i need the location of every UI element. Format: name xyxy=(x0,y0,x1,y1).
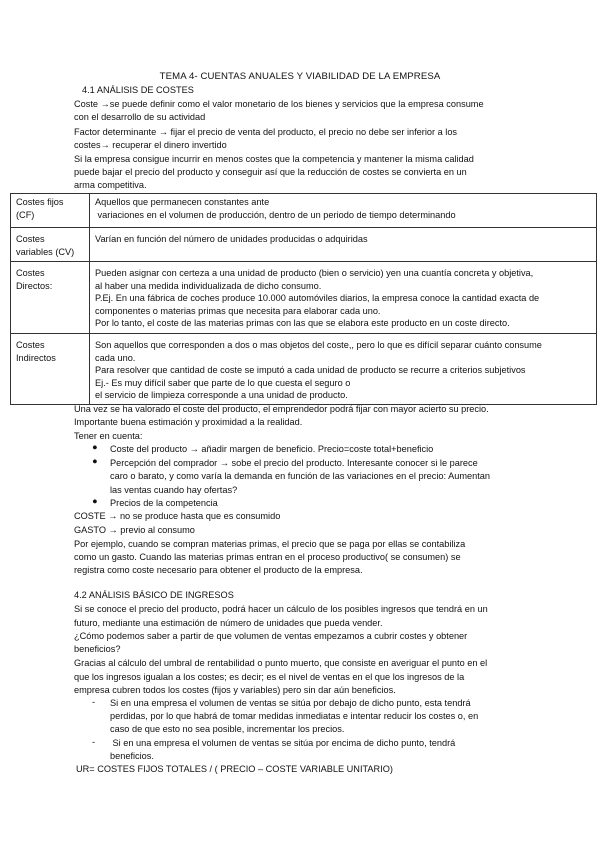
desc-line: cada uno. xyxy=(95,352,136,363)
paragraph-line: Gracias al cálculo del umbral de rentabilidad o punto muerto, que consiste en averiguar el punto en el xyxy=(74,658,488,668)
bullet-text: Precios de la competencia xyxy=(110,498,218,508)
desc-line: Varían en función del número de unidades producidas o adquiridas xyxy=(95,234,368,244)
dash-icon: - xyxy=(92,737,96,747)
dash-item-text: perdidas, por lo que habrá de tomar medidas inmediatas e intentar reducir los costes o, en xyxy=(110,711,479,721)
desc-line: Son aquellos que corresponden a dos o mas objetos del coste,, pero lo que es difícil separar cuánto consume xyxy=(95,340,542,350)
table-row xyxy=(11,334,597,405)
desc-line: Para resolver que cantidad de coste se imputó a cada unidad de producto se recurre a criterios subjetivos xyxy=(95,365,526,376)
bullet-text: Coste del producto → añadir margen de beneficio. Precio=coste total+beneficio xyxy=(110,444,434,454)
desc-line: componentes o materias primas que necesita para elaborar cada uno. xyxy=(95,305,381,316)
paragraph-line: puede bajar el precio del producto y conseguir así que la reducción de costes se convierta en un xyxy=(74,167,467,177)
term-line: Indirectos xyxy=(16,352,56,363)
paragraph-line: Si se conoce el precio del producto, podrá hacer un cálculo de los posibles ingresos que tendrá en un xyxy=(74,604,488,614)
desc-line: el servicio de limpieza corresponde a una unidad de producto. xyxy=(95,390,348,401)
table-desc-cell xyxy=(90,334,597,405)
cost-types-table xyxy=(10,193,597,405)
section-4-1-heading: 4.1 ANÁLISIS DE COSTES xyxy=(82,85,194,95)
bullet-icon: ● xyxy=(92,496,98,506)
document-title: TEMA 4- CUENTAS ANUALES Y VIABILIDAD DE LA EMPRESA xyxy=(159,71,441,82)
paragraph-line: que los ingresos igualan a los costes; es decir; es el nivel de ventas en el que los ingresos de la xyxy=(74,672,465,682)
paragraph-line: GASTO → previo al consumo xyxy=(74,525,195,535)
paragraph-line: registra como coste necesario para obtener el producto de la empresa. xyxy=(74,565,363,575)
dash-item-text: caso de que esto no sea posible, incrementar los precios. xyxy=(110,724,345,734)
dash-item-text: Si en una empresa el volumen de ventas se sitúa por debajo de dicho punto, esta tendrá xyxy=(110,698,471,708)
table-term-cell xyxy=(11,262,90,334)
paragraph-line: ¿Cómo podemos saber a partir de que volumen de ventas empezamos a cubrir costes y obtener xyxy=(74,631,468,641)
term-line: (CF) xyxy=(16,209,35,220)
term-line: Costes xyxy=(16,268,45,278)
desc-line: Pueden asignar con certeza a una unidad de producto (bien o servicio) yen una cuantía concreta y objetiva, xyxy=(95,268,534,278)
table-desc-cell xyxy=(90,228,597,262)
dash-item-text: Si en una empresa el volumen de ventas se sitúa por encima de dicho punto, tendrá xyxy=(110,738,456,748)
paragraph-line: futuro, mediante una estimación de número de unidades que pueda vender. xyxy=(74,618,383,628)
desc-line: Por lo tanto, el coste de las materias primas con las que se elabora este producto en un coste directo. xyxy=(95,318,510,329)
formula: UR= COSTES FIJOS TOTALES / ( PRECIO – COSTE VARIABLE UNITARIO) xyxy=(76,764,393,774)
paragraph-line: COSTE → no se produce hasta que es consumido xyxy=(74,511,281,521)
table-term-cell xyxy=(11,334,90,405)
term-line: Directos: xyxy=(16,280,53,291)
dash-item-text: beneficios. xyxy=(110,751,154,761)
paragraph-line: arma competitiva. xyxy=(74,180,147,190)
bullet-icon: ● xyxy=(92,442,98,452)
paragraph-line: costes→ recuperar el dinero invertido xyxy=(74,140,227,150)
desc-line: P.Ej. En una fábrica de coches produce 10.000 automóviles diarios, la empresa conoce la cantidad exacta de xyxy=(95,293,540,304)
paragraph-line: Si la empresa consigue incurrir en menos costes que la competencia y mantener la misma calidad xyxy=(74,154,474,164)
desc-line: Aquellos que permanecen constantes ante xyxy=(95,197,270,207)
dash-icon: - xyxy=(92,697,96,707)
desc-line: variaciones en el volumen de producción, dentro de un periodo de tiempo determinando xyxy=(95,209,456,220)
paragraph-line: Por ejemplo, cuando se compran materias primas, el precio que se paga por ellas se contabiliza xyxy=(74,539,466,549)
table-row xyxy=(11,228,597,262)
table-term-cell xyxy=(11,228,90,262)
table-desc-cell xyxy=(90,194,597,228)
section-4-2-heading: 4.2 ANÁLISIS BÁSICO DE INGRESOS xyxy=(74,590,234,600)
term-line: variables (CV) xyxy=(16,246,75,257)
paragraph-line: como un gasto. Cuando las materias primas entran en el proceso productivo( se consumen) se xyxy=(74,552,461,562)
paragraph-line: Factor determinante → fijar el precio de venta del producto, el precio no debe ser inferior a los xyxy=(74,127,458,137)
paragraph-line: beneficios? xyxy=(74,644,121,654)
bullet-icon: ● xyxy=(92,456,98,466)
table-desc-cell xyxy=(90,262,597,334)
table-row xyxy=(11,194,597,228)
desc-line: Ej.- Es muy difícil saber que parte de lo que cuesta el seguro o xyxy=(95,377,351,388)
bullet-text: caro o barato, y como varía la demanda en función de las variaciones en el precio: Aumentan xyxy=(110,471,490,481)
paragraph-line: Importante buena estimación y proximidad a la realidad. xyxy=(74,417,303,427)
paragraph-line: con el desarrollo de su actividad xyxy=(74,112,206,122)
bullet-text: Percepción del comprador → sobe el precio del producto. Interesante conocer si le parece xyxy=(110,458,478,468)
desc-line: al haber una medida individualizada de dicho consumo. xyxy=(95,280,322,291)
paragraph-line: empresa cubren todos los costes (fijos y variables) pero sin dar aún beneficios. xyxy=(74,685,396,695)
term-line: Costes xyxy=(16,340,45,350)
table-term-cell xyxy=(11,194,90,228)
table-row xyxy=(11,262,597,334)
paragraph-line: Tener en cuenta: xyxy=(74,431,143,441)
term-line: Costes xyxy=(16,234,45,244)
bullet-text: las ventas cuando hay ofertas? xyxy=(110,485,238,495)
term-line: Costes fijos xyxy=(16,197,64,207)
paragraph-line: Una vez se ha valorado el coste del producto, el emprendedor podrá fijar con mayor acierto su precio. xyxy=(74,404,489,414)
paragraph-line: Coste →se puede definir como el valor monetario de los bienes y servicios que la empresa consume xyxy=(74,99,484,109)
